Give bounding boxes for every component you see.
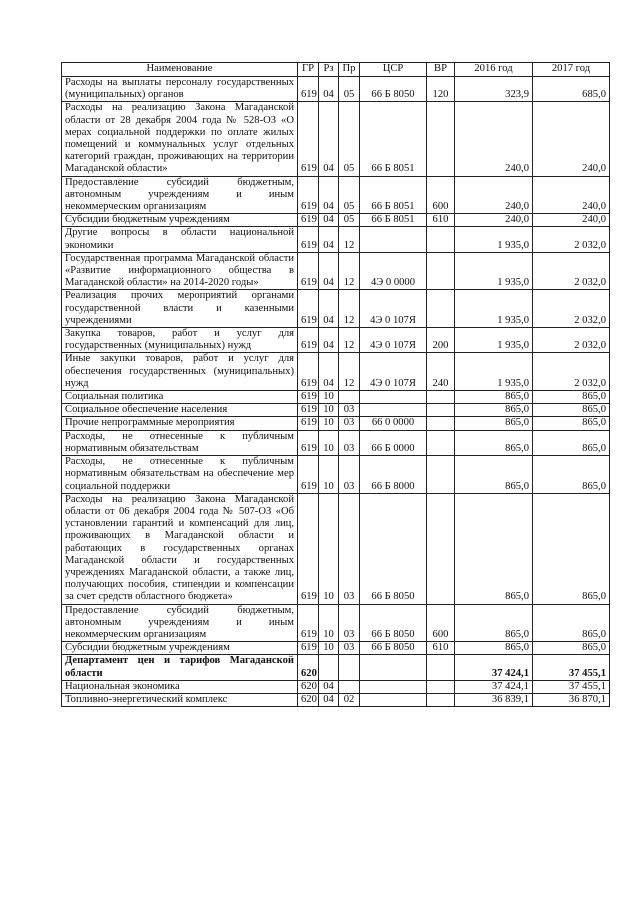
cell-name: Государственная программа Магаданской области «Развитие информационного общества в Магаданской области» на 2014-2020 годы»: [62, 252, 298, 290]
cell-csr: [360, 680, 427, 693]
cell-2017: 2 032,0: [533, 227, 610, 252]
cell-2017: 865,0: [533, 642, 610, 655]
cell-rz: 10: [319, 456, 339, 494]
cell-2016: 1 935,0: [455, 290, 533, 328]
cell-2017: 37 455,1: [533, 680, 610, 693]
cell-name: Топливно-энергетический комплекс: [62, 693, 298, 706]
cell-gr: 619: [298, 227, 319, 252]
cell-name: Департамент цен и тарифов Магаданской области: [62, 655, 298, 680]
header-rz: Рз: [319, 63, 339, 77]
cell-2017: 36 870,1: [533, 693, 610, 706]
cell-rz: 04: [319, 77, 339, 102]
cell-csr: 4Э 0 107Я: [360, 328, 427, 353]
cell-vr: [427, 290, 455, 328]
cell-vr: [427, 680, 455, 693]
cell-rz: 04: [319, 353, 339, 391]
cell-csr: [360, 693, 427, 706]
cell-gr: 619: [298, 290, 319, 328]
cell-pr: 03: [339, 404, 360, 417]
cell-gr: 619: [298, 353, 319, 391]
cell-2017: 240,0: [533, 176, 610, 214]
cell-2016: 865,0: [455, 456, 533, 494]
table-row: [62, 430, 610, 455]
cell-pr: 05: [339, 77, 360, 102]
cell-name: Расходы на реализацию Закона Магаданской области от 06 декабря 2004 года № 507-ОЗ «Об установлении гарантий и компенсаций для лиц, проживающих в Магаданской области и работающих в государственных органах Магаданской области и государственных учреждениях Магаданской области, а также лиц, получающих пособия, стипендии и компенсации за счет средств областного бюджета»: [62, 493, 298, 604]
cell-pr: 03: [339, 417, 360, 430]
cell-rz: 10: [319, 493, 339, 604]
cell-2017: 865,0: [533, 417, 610, 430]
table-row: [62, 456, 610, 494]
cell-vr: [427, 493, 455, 604]
cell-vr: [427, 655, 455, 680]
table-row: [62, 176, 610, 214]
cell-vr: 200: [427, 328, 455, 353]
cell-2016: 37 424,1: [455, 680, 533, 693]
cell-rz: 04: [319, 290, 339, 328]
cell-csr: 66 0 0000: [360, 417, 427, 430]
header-vr: ВР: [427, 63, 455, 77]
cell-pr: 05: [339, 102, 360, 176]
cell-pr: [339, 655, 360, 680]
cell-vr: [427, 430, 455, 455]
cell-2016: 865,0: [455, 404, 533, 417]
cell-csr: 66 Б 8051: [360, 102, 427, 176]
table-row: [62, 404, 610, 417]
header-2016: 2016 год: [455, 63, 533, 77]
cell-gr: 620: [298, 655, 319, 680]
cell-name: Субсидии бюджетным учреждениям: [62, 642, 298, 655]
cell-rz: 04: [319, 227, 339, 252]
cell-name: Расходы на выплаты персоналу государственных (муниципальных) органов: [62, 77, 298, 102]
cell-2016: 1 935,0: [455, 227, 533, 252]
cell-vr: [427, 391, 455, 404]
cell-name: Субсидии бюджетным учреждениям: [62, 214, 298, 227]
cell-csr: [360, 227, 427, 252]
cell-csr: 66 Б 8000: [360, 456, 427, 494]
cell-csr: 66 Б 8051: [360, 176, 427, 214]
cell-csr: 66 Б 8050: [360, 642, 427, 655]
cell-gr: 620: [298, 693, 319, 706]
table-row: [62, 604, 610, 642]
cell-rz: 10: [319, 417, 339, 430]
cell-2016: 865,0: [455, 391, 533, 404]
cell-vr: 600: [427, 604, 455, 642]
cell-pr: 02: [339, 693, 360, 706]
cell-2016: 36 839,1: [455, 693, 533, 706]
cell-pr: 12: [339, 227, 360, 252]
cell-csr: 4Э 0 107Я: [360, 290, 427, 328]
budget-table: [61, 62, 610, 707]
cell-vr: [427, 456, 455, 494]
cell-2017: 685,0: [533, 77, 610, 102]
cell-2016: 1 935,0: [455, 328, 533, 353]
cell-csr: 66 Б 0000: [360, 430, 427, 455]
header-pr: Пр: [339, 63, 360, 77]
table-row: [62, 655, 610, 680]
cell-vr: 610: [427, 214, 455, 227]
header-gr: ГР: [298, 63, 319, 77]
cell-name: Расходы, не отнесенные к публичным нормативным обязательствам на обеспечение мер социальной поддержки: [62, 456, 298, 494]
cell-vr: [427, 693, 455, 706]
cell-name: Национальная экономика: [62, 680, 298, 693]
header-2017: 2017 год: [533, 63, 610, 77]
cell-2017: 865,0: [533, 493, 610, 604]
cell-csr: [360, 391, 427, 404]
cell-pr: 12: [339, 353, 360, 391]
cell-name: Закупка товаров, работ и услуг для государственных (муниципальных) нужд: [62, 328, 298, 353]
cell-2016: 865,0: [455, 493, 533, 604]
cell-csr: 4Э 0 0000: [360, 252, 427, 290]
cell-pr: 05: [339, 176, 360, 214]
cell-2016: 1 935,0: [455, 252, 533, 290]
cell-name: Прочие непрограммные мероприятия: [62, 417, 298, 430]
cell-rz: 04: [319, 680, 339, 693]
cell-csr: [360, 404, 427, 417]
cell-csr: [360, 655, 427, 680]
cell-2017: 2 032,0: [533, 290, 610, 328]
header-row: [62, 63, 610, 77]
cell-pr: 03: [339, 642, 360, 655]
cell-pr: 12: [339, 290, 360, 328]
cell-pr: 03: [339, 456, 360, 494]
cell-rz: 04: [319, 252, 339, 290]
cell-rz: 04: [319, 102, 339, 176]
table-row: [62, 417, 610, 430]
cell-rz: 04: [319, 693, 339, 706]
cell-name: Иные закупки товаров, работ и услуг для обеспечения государственных (муниципальных) нужд: [62, 353, 298, 391]
cell-vr: 610: [427, 642, 455, 655]
cell-gr: 619: [298, 404, 319, 417]
cell-rz: 10: [319, 430, 339, 455]
cell-2017: 2 032,0: [533, 252, 610, 290]
cell-pr: [339, 680, 360, 693]
cell-gr: 619: [298, 417, 319, 430]
cell-vr: [427, 404, 455, 417]
cell-2017: 240,0: [533, 214, 610, 227]
cell-name: Социальное обеспечение населения: [62, 404, 298, 417]
cell-rz: 10: [319, 391, 339, 404]
cell-gr: 619: [298, 328, 319, 353]
cell-2017: 865,0: [533, 604, 610, 642]
cell-gr: 619: [298, 642, 319, 655]
cell-rz: [319, 655, 339, 680]
table-row: [62, 493, 610, 604]
header-csr: ЦСР: [360, 63, 427, 77]
table-row: [62, 642, 610, 655]
cell-2017: 2 032,0: [533, 353, 610, 391]
cell-name: Предоставление субсидий бюджетным, автономным учреждениям и иным некоммерческим организациям: [62, 604, 298, 642]
cell-vr: 600: [427, 176, 455, 214]
cell-2017: 2 032,0: [533, 328, 610, 353]
cell-rz: 04: [319, 176, 339, 214]
cell-gr: 619: [298, 493, 319, 604]
cell-2016: 240,0: [455, 214, 533, 227]
cell-vr: [427, 252, 455, 290]
cell-vr: [427, 417, 455, 430]
cell-2016: 240,0: [455, 176, 533, 214]
cell-pr: 03: [339, 604, 360, 642]
cell-gr: 619: [298, 77, 319, 102]
cell-csr: 4Э 0 107Я: [360, 353, 427, 391]
table-row: [62, 693, 610, 706]
cell-gr: 619: [298, 102, 319, 176]
cell-vr: [427, 227, 455, 252]
cell-pr: 12: [339, 328, 360, 353]
cell-name: Другие вопросы в области национальной экономики: [62, 227, 298, 252]
cell-vr: 240: [427, 353, 455, 391]
cell-gr: 619: [298, 214, 319, 227]
cell-2017: 865,0: [533, 430, 610, 455]
table-row: [62, 102, 610, 176]
cell-name: Предоставление субсидий бюджетным, автономным учреждениям и иным некоммерческим организациям: [62, 176, 298, 214]
cell-rz: 04: [319, 214, 339, 227]
cell-pr: [339, 391, 360, 404]
cell-2017: 240,0: [533, 102, 610, 176]
table-row: [62, 391, 610, 404]
cell-pr: 12: [339, 252, 360, 290]
cell-2016: 240,0: [455, 102, 533, 176]
cell-name: Социальная политика: [62, 391, 298, 404]
cell-vr: 120: [427, 77, 455, 102]
cell-2016: 865,0: [455, 642, 533, 655]
table-row: [62, 214, 610, 227]
cell-rz: 10: [319, 404, 339, 417]
cell-name: Расходы на реализацию Закона Магаданской области от 28 декабря 2004 года № 528-ОЗ «О мерах социальной поддержки по оплате жилых помещений и коммунальных услуг отдельных категорий граждан, проживающих на территории Магаданской области»: [62, 102, 298, 176]
cell-gr: 619: [298, 252, 319, 290]
cell-gr: 620: [298, 680, 319, 693]
cell-rz: 10: [319, 604, 339, 642]
table-row: [62, 353, 610, 391]
cell-gr: 619: [298, 176, 319, 214]
cell-csr: 66 Б 8051: [360, 214, 427, 227]
cell-rz: 10: [319, 642, 339, 655]
table-row: [62, 77, 610, 102]
cell-gr: 619: [298, 604, 319, 642]
cell-csr: 66 Б 8050: [360, 77, 427, 102]
table-row: [62, 328, 610, 353]
cell-2016: 865,0: [455, 430, 533, 455]
table-row: [62, 252, 610, 290]
cell-gr: 619: [298, 456, 319, 494]
cell-csr: 66 Б 8050: [360, 604, 427, 642]
cell-pr: 03: [339, 430, 360, 455]
cell-2017: 865,0: [533, 404, 610, 417]
cell-pr: 05: [339, 214, 360, 227]
table-row: [62, 227, 610, 252]
cell-2017: 37 455,1: [533, 655, 610, 680]
cell-gr: 619: [298, 391, 319, 404]
cell-gr: 619: [298, 430, 319, 455]
cell-name: Реализация прочих мероприятий органами государственной власти и казенными учреждениями: [62, 290, 298, 328]
cell-name: Расходы, не отнесенные к публичным нормативным обязательствам: [62, 430, 298, 455]
cell-2017: 865,0: [533, 456, 610, 494]
header-name: Наименование: [62, 63, 298, 77]
cell-rz: 04: [319, 328, 339, 353]
cell-pr: 03: [339, 493, 360, 604]
cell-2016: 37 424,1: [455, 655, 533, 680]
table-row: [62, 680, 610, 693]
cell-2016: 865,0: [455, 417, 533, 430]
cell-2016: 323,9: [455, 77, 533, 102]
cell-vr: [427, 102, 455, 176]
cell-2016: 865,0: [455, 604, 533, 642]
cell-2016: 1 935,0: [455, 353, 533, 391]
table-row: [62, 290, 610, 328]
cell-2017: 865,0: [533, 391, 610, 404]
cell-csr: 66 Б 8050: [360, 493, 427, 604]
